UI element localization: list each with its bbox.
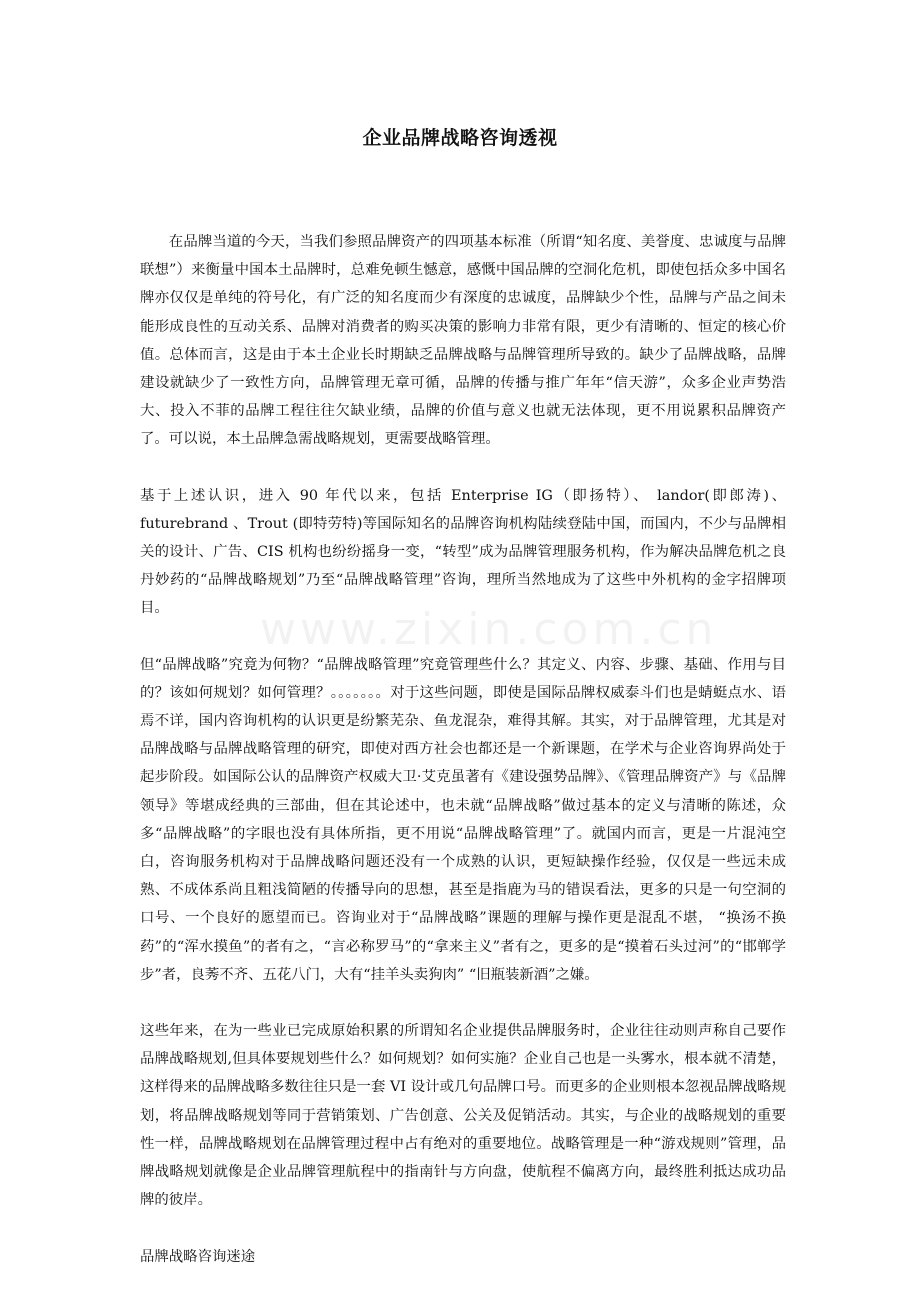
paragraph-practice: 这些年来，在为一些业已完成原始积累的所谓知名企业提供品牌服务时，企业往往动则声称自己要作品牌战略规划,但具体要规划些什么？如何规划？如何实施？企业自己也是一头雾水，根本就不清楚，这样得来的品牌战略多数往往只是一套 VI 设计或几句品牌口号。而更多的企业则根本忽视品牌战略规划，将品牌战略规划等同于营销策划、广告创意、公关及促销活动。其实，与企业的战略规划的重要性一样，品牌战略规划在品牌管理过程中占有绝对的重要地位。战略管理是一种“游戏规则”管理，品牌战略规划就像是企业品牌管理航程中的指南针与方向盘，使航程不偏离方向，最终胜利抵达成功品牌的彼岸。	[140, 1023, 786, 1209]
document-body	[140, 228, 786, 1271]
paragraph-questions: 但“品牌战略”究竟为何物？“品牌战略管理”究竟管理些什么？其定义、内容、步骤、基础、作用与目的？该如何规划？如何管理？。。。。。。。对于这些问题，即使是国际品牌权威泰斗们也是蜻蜓点水、语焉不详，国内咨询机构的认识更是纷繁芜杂、鱼龙混杂，难得其解。其实，对于品牌管理，尤其是对品牌战略与品牌战略管理的研究，即使对西方社会也都还是一个新课题，在学术与企业咨询界尚处于起步阶段。如国际公认的品牌资产权威大卫·艾克虽著有《建设强势品牌》、《管理品牌资产》与《品牌领导》等堪成经典的三部曲，但在其论述中，也未就“品牌战略”做过基本的定义与清晰的陈述，众多“品牌战略”的字眼也没有具体所指，更不用说“品牌战略管理”了。就国内而言，更是一片混沌空白，咨询服务机构对于品牌战略问题还没有一个成熟的认识，更短缺操作经验，仅仅是一些远未成熟、不成体系尚且粗浅简陋的传播导向的思想，甚至是指鹿为马的错误看法，更多的只是一句空洞的口号、一个良好的愿望而已。咨询业对于“品牌战略”课题的理解与操作更是混乱不堪， “换汤不换药”的“浑水摸鱼”的者有之，“言必称罗马”的“拿来主义”者有之，更多的是“摸着石头过河”的“邯郸学步”者，良莠不齐、五花八门，大有“挂羊头卖狗肉” “旧瓶装新酒”之嫌。	[140, 656, 786, 983]
section-heading: 品牌战略咨询迷途	[140, 1248, 256, 1265]
watermark: www.zixin.com.cn	[260, 604, 718, 655]
paragraph-background: 基于上述认识，进入 90 年代以来，包括 Enterprise IG（即扬特）、 landor(即郎涛)、futurebrand 、Trout (即特劳特)等国际知名的品牌咨询机构陆续登陆中国，而国内，不少与品牌相关的设计、广告、CIS 机构也纷纷摇身一变，“转型”成为品牌管理服务机构，作为解决品牌危机之良丹妙药的“品牌战略规划”乃至“品牌战略管理”咨询，理所当然地成为了这些中外机构的金字招牌项目。	[140, 487, 786, 617]
document-title: 企业品牌战略咨询透视	[362, 127, 558, 149]
paragraph-intro: 在品牌当道的今天，当我们参照品牌资产的四项基本标准（所谓“知名度、美誉度、忠诚度与品牌联想”）来衡量中国本土品牌时，总难免顿生憾意，感慨中国品牌的空洞化危机，即使包括众多中国名牌亦仅仅是单纯的符号化，有广泛的知名度而少有深度的忠诚度，品牌缺少个性，品牌与产品之间未能形成良性的互动关系、品牌对消费者的购买决策的影响力非常有限，更少有清晰的、恒定的核心价值。总体而言，这是由于本土企业长时期缺乏品牌战略与品牌管理所导致的。缺少了品牌战略，品牌建设就缺少了一致性方向，品牌管理无章可循，品牌的传播与推广年年“信天游”，众多企业声势浩大、投入不菲的品牌工程往往欠缺业绩，品牌的价值与意义也就无法体现，更不用说累积品牌资产了。可以说，本土品牌急需战略规划，更需要战略管理。	[140, 234, 786, 448]
